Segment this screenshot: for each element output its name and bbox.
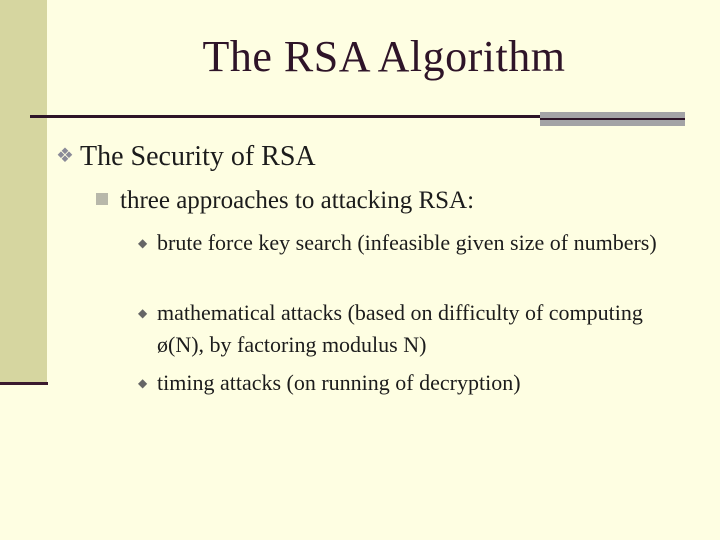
slide-title: The RSA Algorithm	[202, 32, 566, 81]
list-item	[138, 227, 678, 259]
small-diamond-bullet-icon: ◆	[138, 376, 148, 390]
list-item-text: brute force key search (infeasible given size of numbers)	[157, 230, 657, 255]
diamond-bullet-icon: ❖	[56, 143, 74, 167]
title-accent-line	[540, 118, 685, 120]
bullet-level2	[96, 187, 474, 215]
square-bullet-icon	[96, 193, 108, 205]
small-diamond-bullet-icon: ◆	[138, 236, 148, 250]
list-item-text: mathematical attacks (based on difficulty of computing ø(N), by factoring modulus N)	[157, 300, 643, 357]
subheading-text: three approaches to attacking RSA:	[120, 187, 475, 214]
heading-text: The Security of RSA	[80, 141, 316, 172]
bullet-level1	[56, 141, 316, 173]
list-item-text: timing attacks (on running of decryption)	[157, 370, 521, 395]
list-item	[138, 297, 678, 361]
left-band-base-line	[0, 382, 48, 385]
left-decorative-band	[0, 0, 47, 383]
small-diamond-bullet-icon: ◆	[138, 306, 148, 320]
list-item	[138, 367, 678, 399]
